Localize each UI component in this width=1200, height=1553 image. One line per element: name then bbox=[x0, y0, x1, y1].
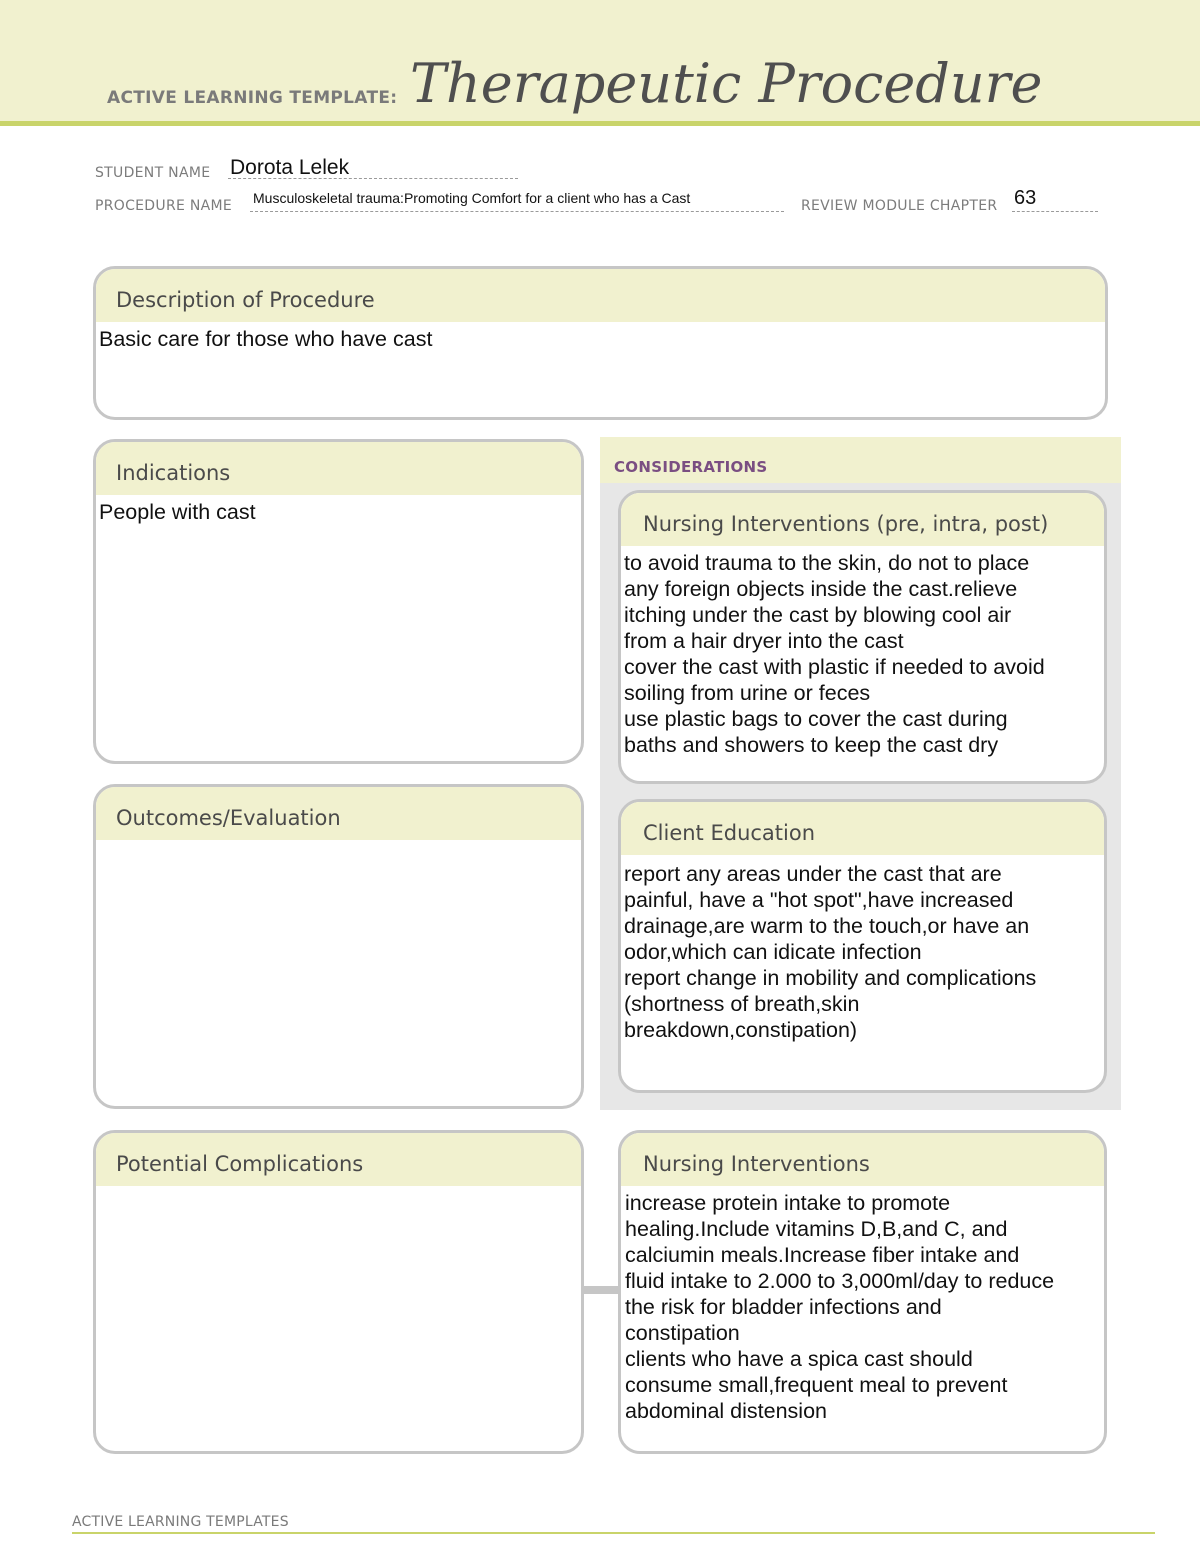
nursing-interventions-pre-intra-post-box bbox=[618, 490, 1107, 784]
description-heading: Description of Procedure bbox=[96, 269, 1105, 322]
footer-label: ACTIVE LEARNING TEMPLATES bbox=[72, 1514, 289, 1530]
outcomes-content[interactable] bbox=[96, 840, 581, 844]
template-label: ACTIVE LEARNING TEMPLATE: bbox=[107, 88, 398, 108]
client-education-box bbox=[618, 799, 1107, 1093]
outcomes-heading: Outcomes/Evaluation bbox=[96, 787, 581, 840]
procedure-name-field[interactable]: Musculoskeletal trauma:Promoting Comfort for a client who has a Cast bbox=[253, 190, 691, 206]
potential-complications-box bbox=[93, 1130, 584, 1454]
review-module-field[interactable]: 63 bbox=[1014, 187, 1037, 209]
nursing-interventions-pre-intra-post-heading: Nursing Interventions (pre, intra, post) bbox=[621, 493, 1104, 546]
footer-rule bbox=[72, 1532, 1155, 1534]
student-name-label: STUDENT NAME bbox=[95, 165, 211, 181]
nursing-interventions-pre-intra-post-content[interactable]: to avoid trauma to the skin, do not to place any foreign objects inside the cast.relieve itching under the cast by blowing cool air from a hair dryer into the cast cover the cast with plastic if needed to avoid soiling from urine or feces use plastic bags to cover the cast during baths and showers to keep the cast dry bbox=[624, 551, 1045, 757]
review-module-line bbox=[1012, 211, 1098, 212]
nursing-interventions-content[interactable]: increase protein intake to promote healing.Include vitamins D,B,and C, and calciumin meals.Increase fiber intake and fluid intake to 2.000 to 3,000ml/day to reduce the risk for bladder infections and constipation clients who have a spica cast should consume small,frequent meal to prevent abdominal distension bbox=[625, 1191, 1055, 1423]
description-content[interactable]: Basic care for those who have cast bbox=[99, 327, 433, 351]
indications-box bbox=[93, 439, 584, 764]
potential-complications-content[interactable] bbox=[96, 1186, 581, 1190]
procedure-name-label: PROCEDURE NAME bbox=[95, 198, 233, 214]
description-box bbox=[93, 266, 1108, 420]
nursing-interventions-heading: Nursing Interventions bbox=[621, 1133, 1104, 1186]
student-name-field[interactable]: Dorota Lelek bbox=[230, 156, 350, 179]
client-education-heading: Client Education bbox=[621, 802, 1104, 855]
connector-bar bbox=[583, 1286, 621, 1294]
page-title: Therapeutic Procedure bbox=[410, 52, 1043, 115]
indications-heading: Indications bbox=[96, 442, 581, 495]
considerations-label: CONSIDERATIONS bbox=[614, 458, 768, 476]
outcomes-box bbox=[93, 784, 584, 1109]
nursing-interventions-box bbox=[618, 1130, 1107, 1454]
procedure-name-line bbox=[250, 211, 784, 212]
header-rule bbox=[0, 121, 1200, 126]
potential-complications-heading: Potential Complications bbox=[96, 1133, 581, 1186]
client-education-content[interactable]: report any areas under the cast that are painful, have a "hot spot",have increased drainage,are warm to the touch,or have an odor,which can idicate infection report change in mobility and complications (shortness of breath,skin breakdown,constipation) bbox=[624, 862, 1037, 1042]
indications-content[interactable]: People with cast bbox=[99, 500, 256, 524]
review-module-label: REVIEW MODULE CHAPTER bbox=[801, 198, 998, 214]
